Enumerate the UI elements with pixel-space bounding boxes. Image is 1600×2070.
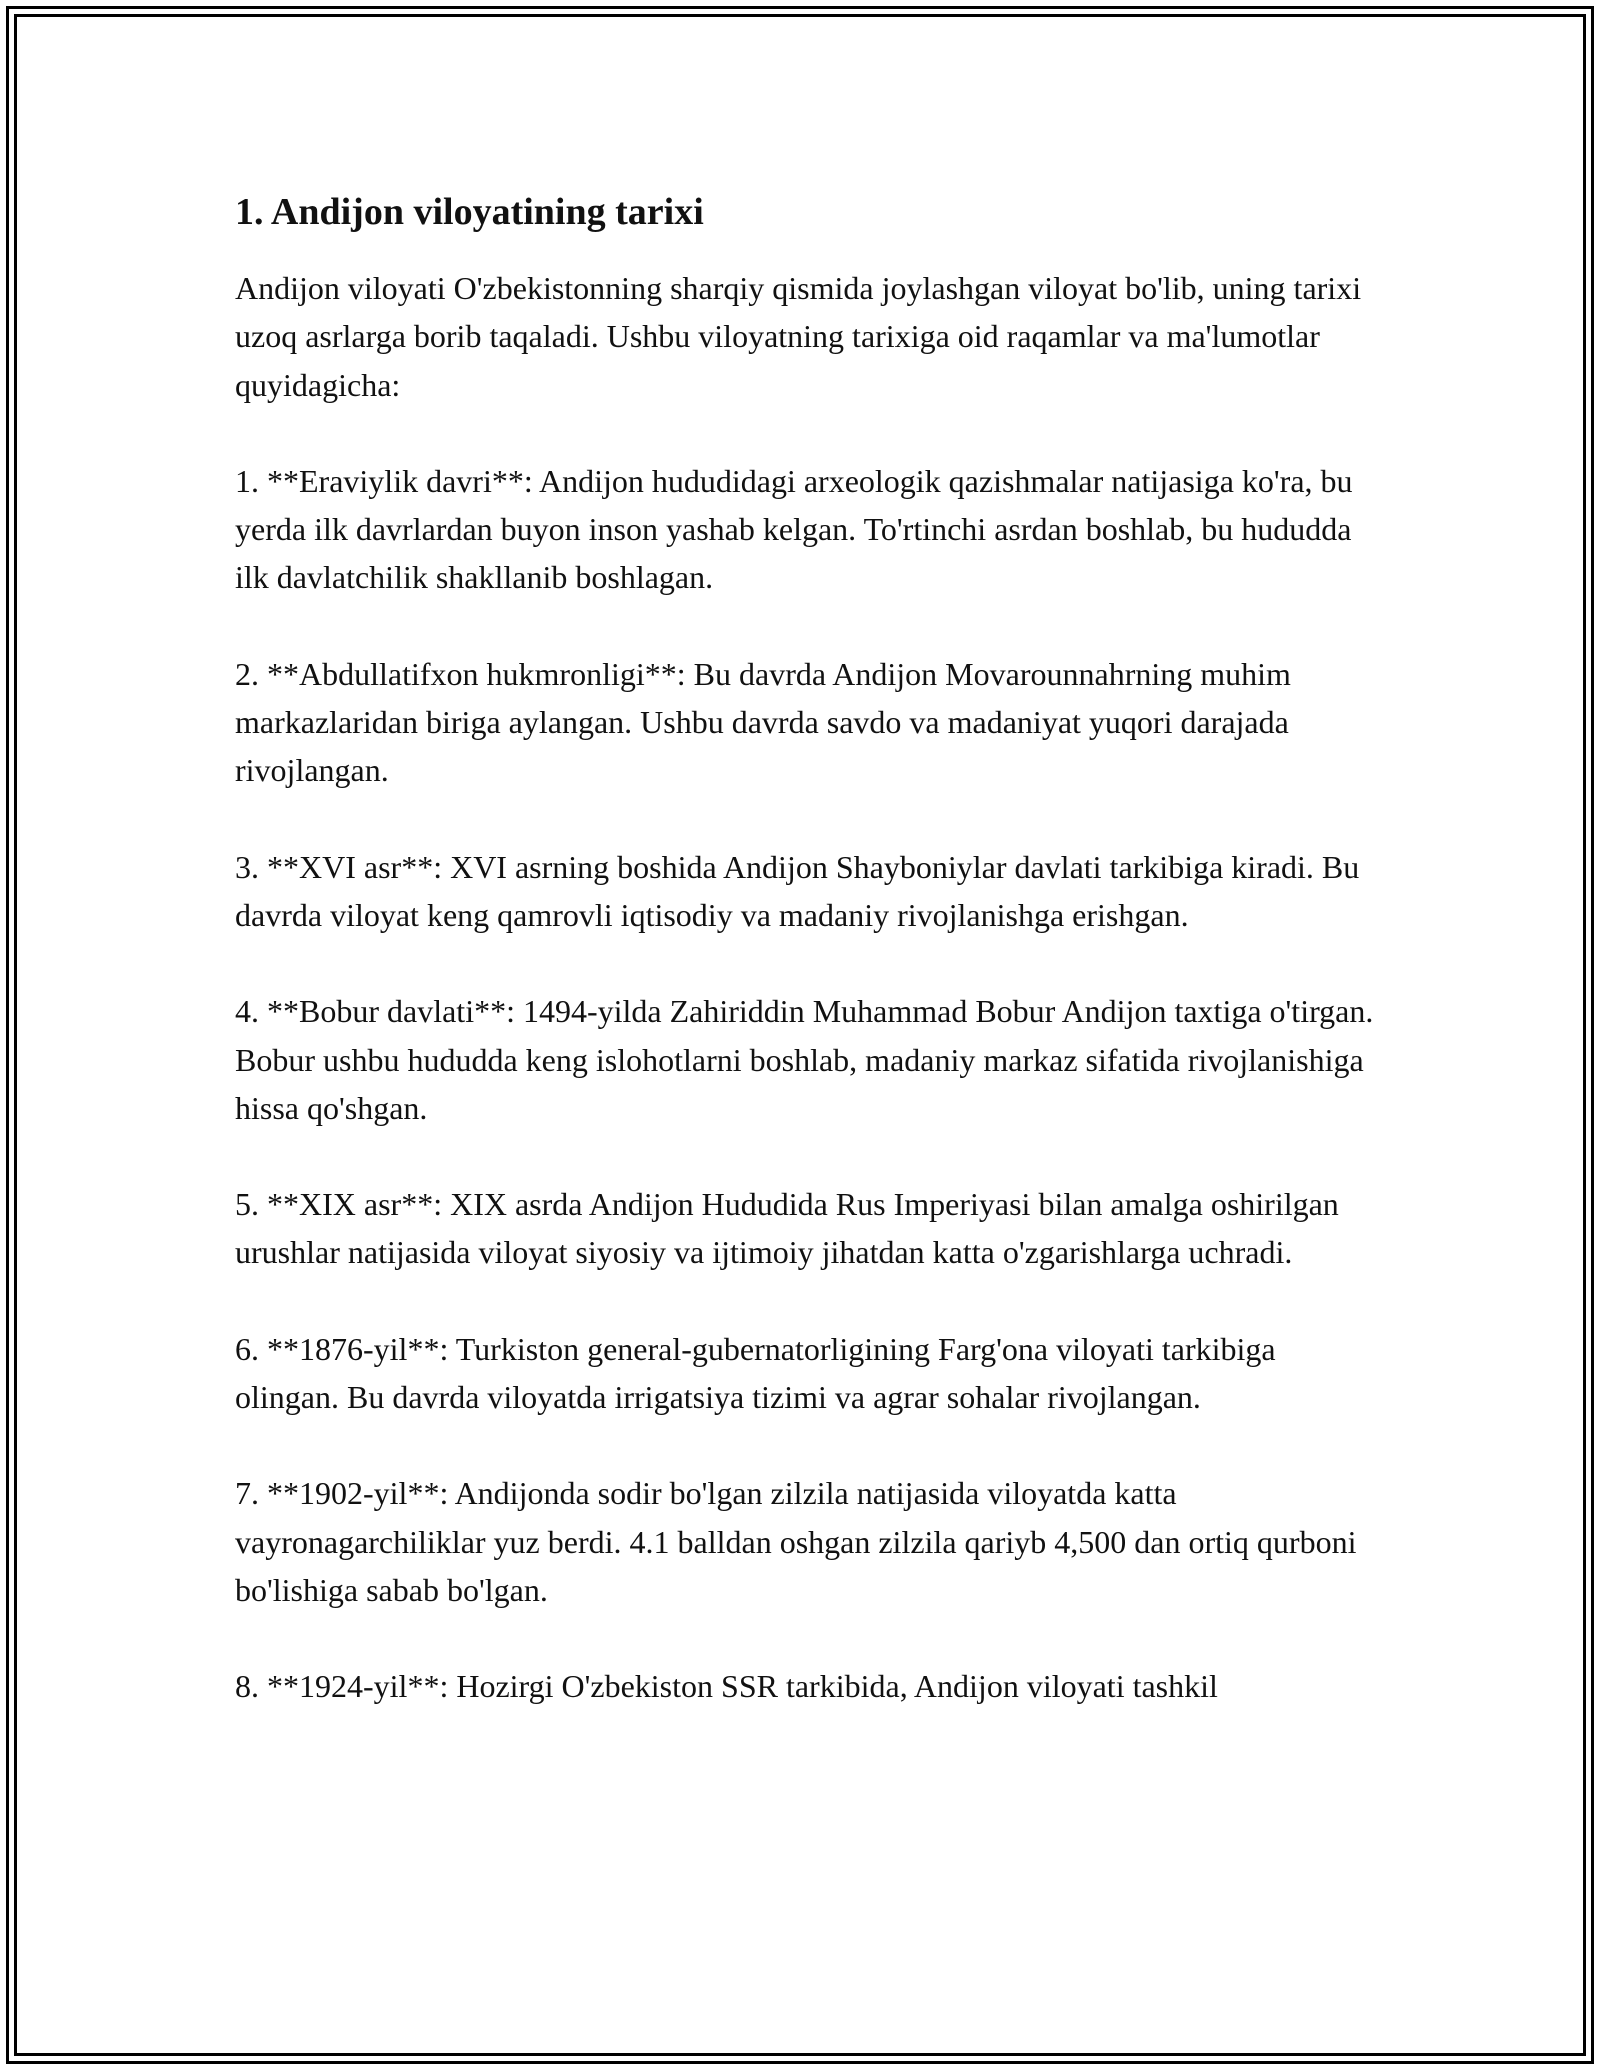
intro-paragraph: Andijon viloyati O'zbekistonning sharqiy qismida joylashgan viloyat bo'lib, uning tarixi uzoq asrlarga borib taqaladi. Ushbu viloyatning tarixiga oid raqamlar va ma'lumotlar quyidagicha:	[235, 270, 1362, 403]
list-item: 5. **XIX asr**: XIX asrda Andijon Hududida Rus Imperiyasi bilan amalga oshirilgan urushlar natijasida viloyat siyosiy va ijtimoiy jihatdan katta o'zgarishlarga uchradi.	[235, 1186, 1339, 1271]
list-item: 6. **1876-yil**: Turkiston general-gubernatorligining Farg'ona viloyati tarkibiga olingan. Bu davrda viloyatda irrigatsiya tizimi va agrar sohalar rivojlangan.	[235, 1330, 1276, 1416]
list-item: 7. **1902-yil**: Andijonda sodir bo'lgan zilzila natijasida viloyatda katta vayronagarchiliklar yuz berdi. 4.1 balldan oshgan zilzila qariyb 4,500 dan ortiq qurboni bo'lishiga sabab bo'lgan.	[235, 1475, 1357, 1608]
list-item: 1. **Eraviylik davri**: Andijon hududidagi arxeologik qazishmalar natijasiga ko'ra, bu yerda ilk davrlardan buyon inson yashab kelgan. To'rtinchi asrdan boshlab, bu hududda ilk davlatchilik shakllanib boshlagan.	[235, 462, 1353, 596]
list-item: 3. **XVI asr**: XVI asrning boshida Andijon Shayboniylar davlati tarkibiga kiradi. Bu davrda viloyat keng qamrovli iqtisodiy va madaniy rivojlanishga erishgan.	[235, 848, 1360, 933]
document-body	[235, 186, 1385, 1759]
list-item: 8. **1924-yil**: Hozirgi O'zbekiston SSR tarkibida, Andijon viloyati tashkil	[235, 1668, 1218, 1705]
list-item: 2. **Abdullatifxon hukmronligi**: Bu davrda Andijon Movarounnahrning muhim markazlaridan biriga aylangan. Ushbu davrda savdo va madaniyat yuqori darajada rivojlangan.	[235, 655, 1291, 789]
document-title: 1. Andijon viloyatining tarixi	[235, 191, 704, 233]
list-item: 4. **Bobur davlati**: 1494-yilda Zahiriddin Muhammad Bobur Andijon taxtiga o'tirgan. Bobur ushbu hududda keng islohotlarni boshlab, madaniy markaz sifatida rivojlanishiga hissa qo'shgan.	[235, 993, 1374, 1126]
